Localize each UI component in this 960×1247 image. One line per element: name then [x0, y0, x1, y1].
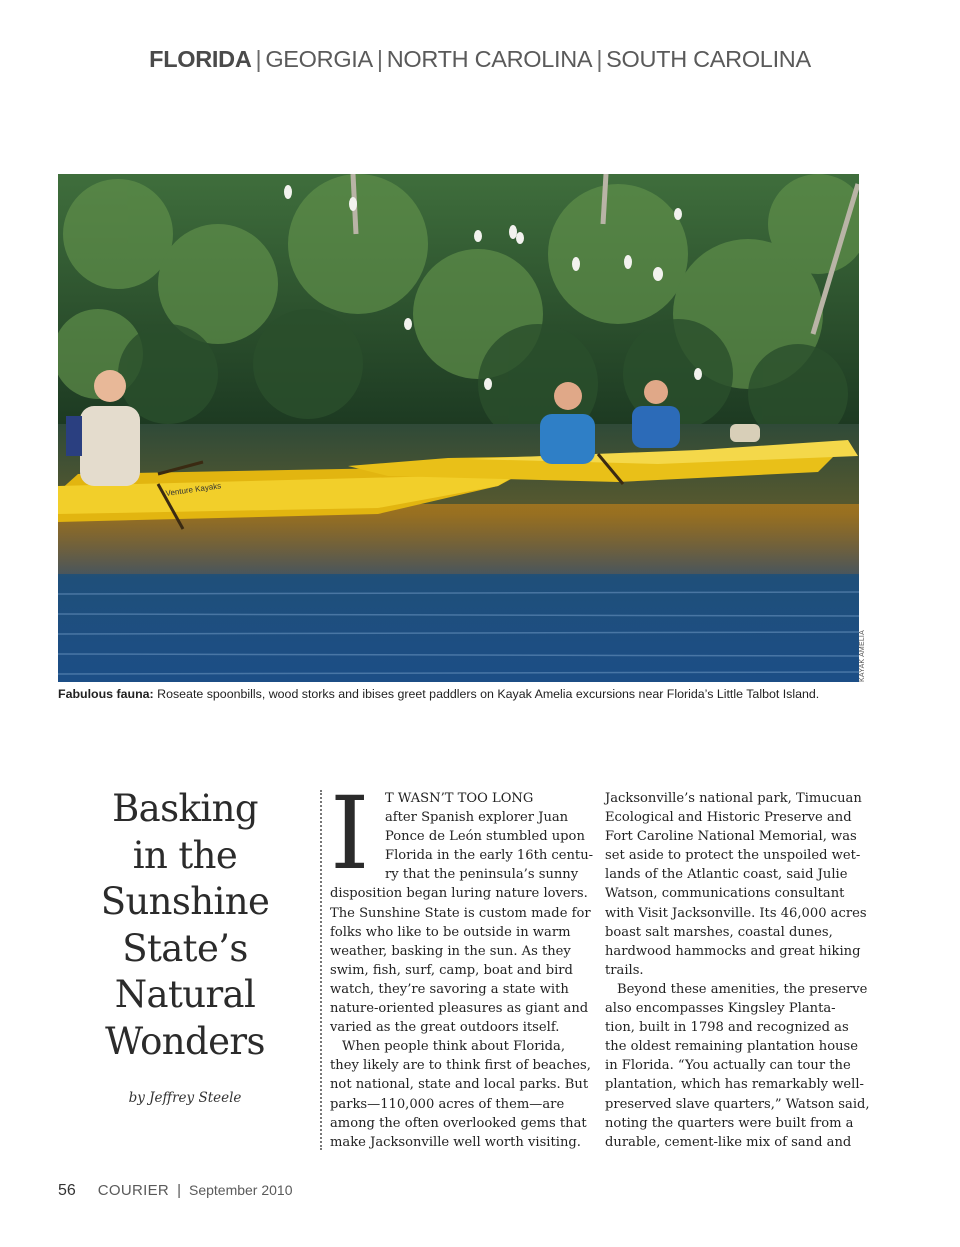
text-line: watch, they’re savoring a state with	[330, 981, 569, 997]
text-line: Ecological and Historic Preserve and	[605, 810, 852, 826]
text-line: trails.	[605, 962, 644, 978]
footer-separator: |	[177, 1182, 181, 1199]
article-title	[70, 786, 300, 1065]
text-line: not national, state and local parks. But	[330, 1077, 589, 1093]
text-line: Fort Caroline National Memorial, was	[605, 829, 857, 845]
text-line: disposition began luring nature lovers.	[330, 886, 588, 902]
kayak-brand-text: Venture Kayaks	[165, 481, 222, 498]
title-line: Basking	[112, 787, 258, 830]
publication-name: COURIER	[97, 1182, 170, 1199]
state-south-carolina: SOUTH CAROLINA	[606, 46, 811, 72]
page-number: 56	[58, 1182, 76, 1199]
text-line: they likely are to think first of beaches,	[330, 1058, 591, 1074]
title-line: Wonders	[105, 1019, 265, 1063]
text-line: folks who like to be outside in warm	[330, 924, 571, 940]
column-divider	[320, 790, 322, 1150]
text-line: swim, fish, surf, camp, boat and bird	[330, 962, 573, 978]
section-header	[0, 46, 960, 73]
text-line: lands of the Atlantic coast, said Julie	[605, 867, 848, 883]
text-line: Ponce de León stumbled upon	[385, 829, 585, 845]
caption-text: Roseate spoonbills, wood storks and ibises greet paddlers on Kayak Amelia excursions near Florida’s Little Talbot Island.	[153, 687, 820, 701]
text-line: varied as the great outdoors itself.	[330, 1020, 560, 1036]
text-line: Jacksonville’s national park, Timucuan	[605, 791, 862, 806]
state-georgia: GEORGIA	[265, 46, 373, 72]
drop-cap: I	[330, 775, 370, 892]
text-line: after Spanish explorer Juan	[385, 810, 569, 826]
photo-caption	[58, 687, 868, 701]
separator: |	[596, 46, 603, 72]
photo-credit: KAYAK AMELIA	[859, 630, 866, 682]
kayak-photo	[58, 174, 859, 682]
page-footer	[58, 1182, 293, 1200]
text-line: in Florida. “You actually can tour the	[605, 1058, 851, 1074]
article-column-1	[330, 775, 594, 1152]
state-north-carolina: NORTH CAROLINA	[386, 46, 593, 72]
text-line: plantation, which has remarkably well-	[605, 1077, 864, 1093]
text-line: with Visit Jacksonville. Its 46,000 acres	[605, 905, 867, 921]
text-line: noting the quarters were built from a	[605, 1115, 854, 1131]
text-line: When people think about Florida,	[342, 1039, 566, 1055]
text-line: also encompasses Kingsley Planta-	[605, 1001, 836, 1017]
text-line: boast salt marshes, coastal dunes,	[605, 924, 833, 940]
text-line: make Jacksonville well worth visiting.	[330, 1134, 581, 1150]
byline: by Jeffrey Steele	[128, 1090, 242, 1106]
title-line: Natural	[114, 973, 256, 1016]
text-line: tion, built in 1798 and recognized as	[605, 1020, 849, 1036]
text-line: T WASN’T TOO LONG	[385, 791, 534, 806]
caption-lead: Fabulous fauna:	[58, 687, 154, 701]
separator: |	[376, 46, 383, 72]
title-line: in the	[132, 833, 238, 877]
title-line: Sunshine	[100, 880, 270, 923]
text-line: The Sunshine State is custom made for	[330, 905, 591, 921]
text-line: Beyond these amenities, the preserve	[617, 981, 868, 997]
article-column-2	[605, 789, 870, 1152]
text-line: among the often overlooked gems that	[330, 1115, 587, 1131]
text-line: preserved slave quarters,” Watson said,	[605, 1096, 870, 1112]
separator: |	[255, 46, 262, 72]
text-line: parks—110,000 acres of them—are	[330, 1096, 565, 1112]
text-line: the oldest remaining plantation house	[605, 1039, 858, 1055]
text-line: set aside to protect the unspoiled wet-	[605, 848, 861, 864]
text-line: weather, basking in the sun. As they	[330, 943, 571, 959]
state-florida: FLORIDA	[149, 46, 252, 72]
issue-date: September 2010	[188, 1182, 293, 1198]
text-line: durable, cement-like mix of sand and	[605, 1134, 852, 1150]
text-line: Watson, communications consultant	[605, 886, 845, 902]
title-line: State’s	[122, 926, 248, 970]
text-line: ry that the peninsula’s sunny	[385, 867, 579, 883]
text-line: Florida in the early 16th centu-	[385, 848, 594, 864]
text-line: hardwood hammocks and great hiking	[605, 943, 861, 959]
text-line: nature-oriented pleasures as giant and	[330, 1001, 589, 1017]
